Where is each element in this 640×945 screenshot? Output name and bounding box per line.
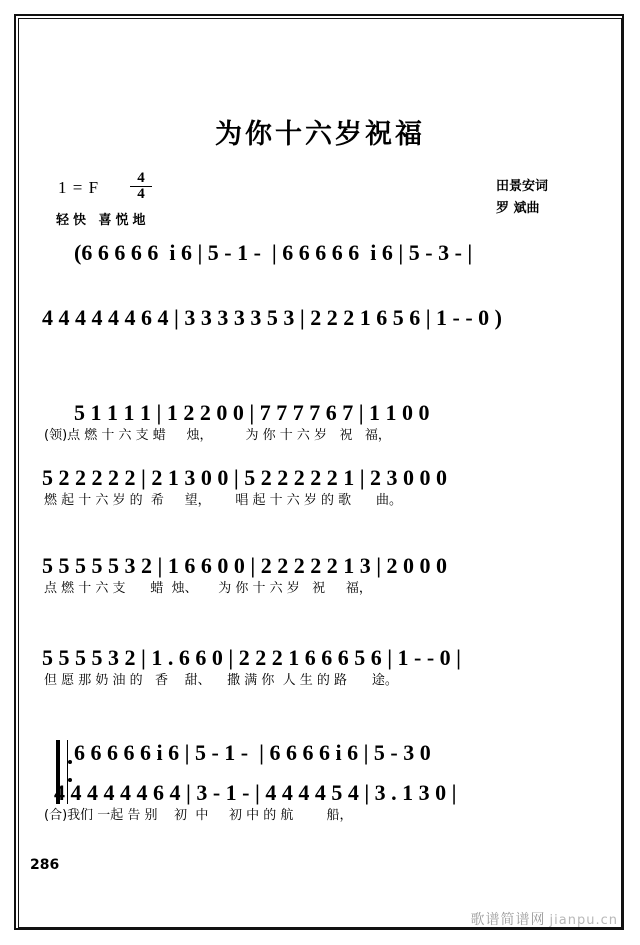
watermark-text: 歌谱简谱网 [470,912,546,928]
notation-line: (6 6 6 6 6 i 6 | 5 - 1 - | 6 6 6 6 6 i 6 | 5 - 3 - | [74,240,473,265]
music-system-8 [0,780,640,826]
music-system-4 [0,465,640,511]
music-system-7 [0,740,640,766]
notation-line: 5 5 5 5 3 2 | 1 . 6 6 0 | 2 2 2 1 6 6 6 5 6 | 1 - - 0 | [42,645,462,670]
music-system-6 [0,645,640,691]
music-system-1 [0,240,640,266]
lyricist-credit: 田景安词 [495,179,548,194]
time-signature-numerator: 4 [130,172,152,187]
notation-line: 5 1 1 1 1 | 1 2 2 0 0 | 7 7 7 7 6 7 | 1 1 0 0 [74,400,430,425]
music-system-5 [0,553,640,599]
lyrics-line: 但 愿 那 奶 油 的 香 甜、 撒 满 你 人 生 的 路 途。 [44,673,398,688]
page-number: 286 [30,857,60,873]
time-signature [130,172,152,201]
notation-line: 4 4 4 4 4 4 6 4 | 3 3 3 3 3 5 3 | 2 2 2 1 6 5 6 | 1 - - 0 ) [42,305,503,330]
song-title: 为你十六岁祝福 [215,119,425,150]
time-signature-denominator: 4 [137,186,145,202]
notation-line: 5 5 5 5 5 3 2 | 1 6 6 0 0 | 2 2 2 2 2 1 3 | 2 0 0 0 [42,553,448,578]
credits-block [496,176,548,220]
watermark-site: jianpu.cn [549,913,618,928]
lyrics-line: 点 燃 十 六 支 蜡 烛、 为 你 十 六 岁 祝 福， [44,581,372,596]
notation-line: 4 4 4 4 4 4 6 4 | 3 - 1 - | 4 4 4 4 5 4 | 3 . 1 3 0 | [54,780,457,805]
key-signature: 1 = F [58,178,100,197]
music-system-2 [0,305,640,331]
lyrics-line: (领)点 燃 十 六 支 蜡 烛， 为 你 十 六 岁 祝 福， [44,428,391,443]
lyrics-line: (合)我们 一起 告 别 初 中 初 中 的 航 船， [44,808,353,823]
composer-credit: 罗 斌曲 [495,201,540,216]
notation-line: 6 6 6 6 6 i 6 | 5 - 1 - | 6 6 6 6 i 6 | 5 - 3 0 [74,740,431,765]
tempo-marking: 轻快 喜悦地 [56,213,150,228]
music-system-3 [0,400,640,446]
lyrics-line: 燃 起 十 六 岁 的 希 望， 唱 起 十 六 岁 的 歌 曲。 [44,493,402,508]
notation-line: 5 2 2 2 2 2 | 2 1 3 0 0 | 5 2 2 2 2 2 1 | 2 3 0 0 0 [42,465,448,490]
watermark [471,909,618,929]
